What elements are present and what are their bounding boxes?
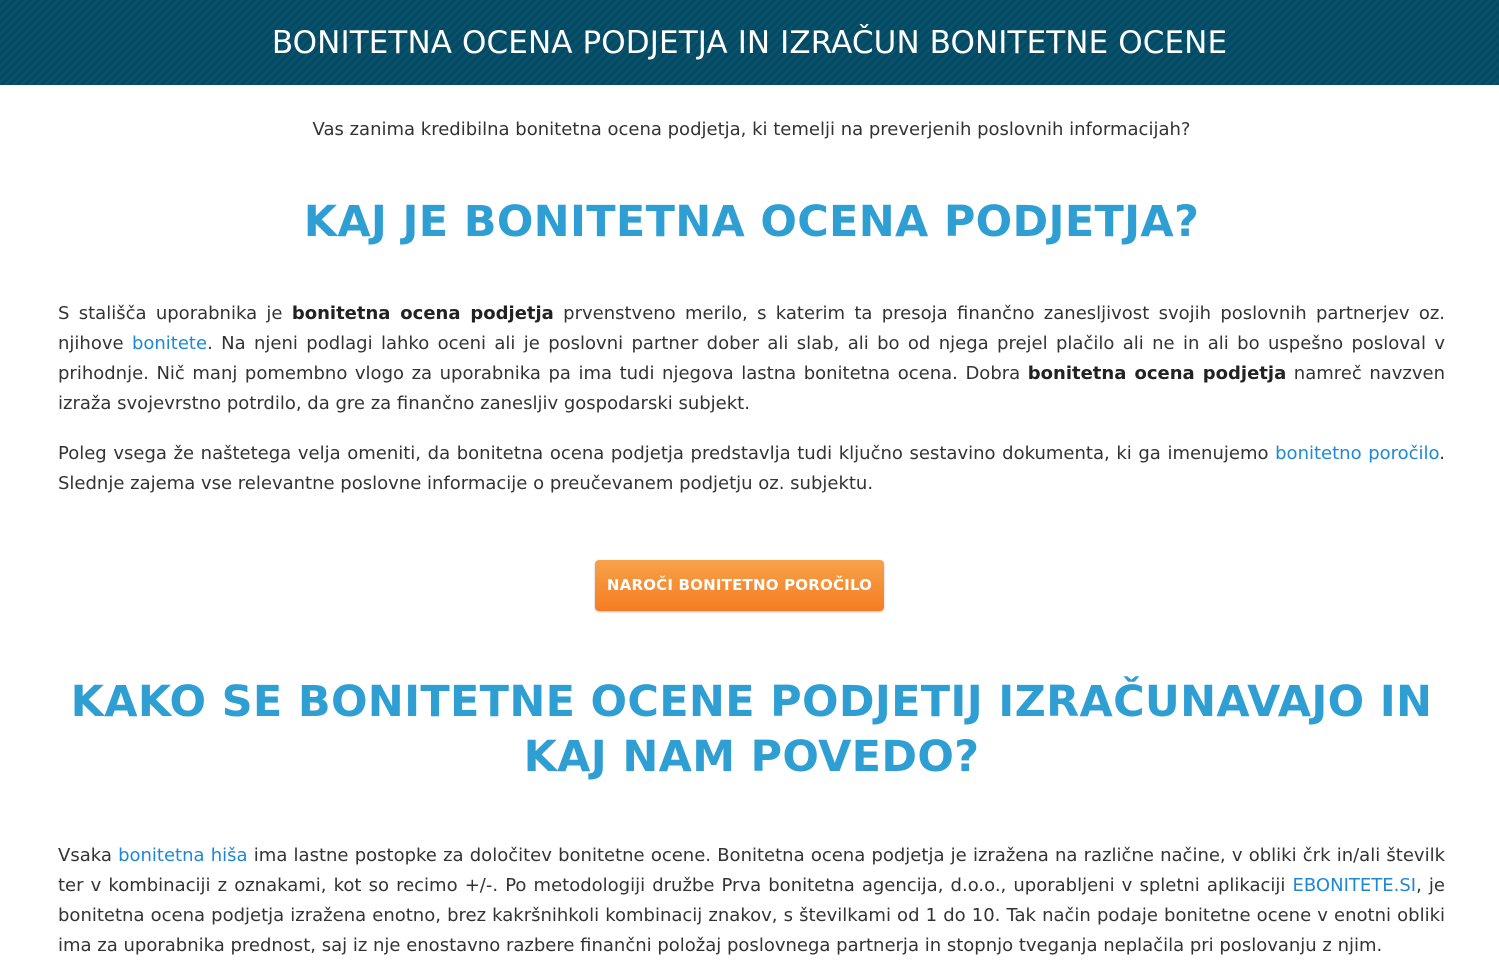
link-bonitetno-porocilo[interactable]: bonitetno poročilo [1275, 443, 1440, 464]
banner-title: BONITETNA OCENA PODJETJA IN IZRAČUN BONITETNE OCENE [271, 24, 1228, 61]
text-run: Vsaka [58, 845, 119, 866]
link-bonitete[interactable]: bonitete [131, 333, 208, 354]
link-ebonitete[interactable]: EBONITETE.SI [1292, 875, 1417, 896]
bold-term: bonitetna ocena podjetja [291, 303, 554, 324]
link-bonitetna-hisa[interactable]: bonitetna hiša [118, 845, 248, 866]
text-run: namreč navzven izraža svojevrstno potrdilo, da gre za finančno zanesljiv gospodarski subjekt. [58, 363, 1445, 414]
text-run: . Slednje zajema vse relevantne poslovne informacije o preučevanem podjetju oz. subjektu. [58, 443, 1445, 494]
cta-wrapper [58, 560, 1445, 611]
text-run: , je bonitetna ocena podjetja izražena enotno, brez kakršnihkoli kombinacij znakov, s številkami od 1 do 10. Tak način podaje bonitetne ocene v enotni obliki ima za uporabnika prednost, saj iz nje enostavno razbere finančni položaj poslovnega partnerja in stopnjo tveganja neplačila pri poslovanju z njim. [58, 875, 1445, 956]
text-run: S stališča uporabnika je [58, 303, 292, 324]
text-run: . Na njeni podlagi lahko oceni ali je poslovni partner dober ali slab, ali bo od njega prejel plačilo ali ne in ali bo uspešno posloval v prihodnje. Nič manj pomembno vlogo za uporabnika pa ima tudi njegova lastna bonitetna ocena. Dobra [58, 333, 1445, 384]
text-run: Poleg vsega že naštetega velja omeniti, da bonitetna ocena podjetja predstavlja tudi ključno sestavino dokumenta, ki ga imenujemo [58, 443, 1276, 464]
text-run: prvenstveno merilo, s katerim ta presoja finančno zanesljivost svojih poslovnih partnerjev oz. njihove [58, 303, 1445, 354]
section-heading-how-calculated: KAKO SE BONITETNE OCENE PODJETIJ IZRAČUNAVAJO IN KAJ NAM POVEDO? [70, 677, 1433, 782]
main-content [0, 119, 1499, 961]
page-banner [0, 0, 1499, 85]
section-heading-what-is: KAJ JE BONITETNA OCENA PODJETJA? [303, 197, 1200, 247]
paragraph-calculation [58, 841, 1445, 961]
text-run: ima lastne postopke za določitev bonitetne ocene. Bonitetna ocena podjetja je izražena na različne načine, v obliki črk in/ali številk ter v kombinaciji z oznakami, kot so recimo +/-. Po metodologiji družbe Prva bonitetna agencija, d.o.o., uporabljeni v spletni aplikaciji [58, 845, 1445, 896]
intro-text: Vas zanima kredibilna bonitetna ocena podjetja, ki temelji na preverjenih poslovnih informacijah? [312, 119, 1191, 140]
paragraph-report [58, 439, 1445, 499]
bold-term: bonitetna ocena podjetja [1027, 363, 1287, 384]
order-report-button[interactable]: NAROČI BONITETNO POROČILO [595, 560, 884, 611]
paragraph-definition [58, 299, 1445, 419]
